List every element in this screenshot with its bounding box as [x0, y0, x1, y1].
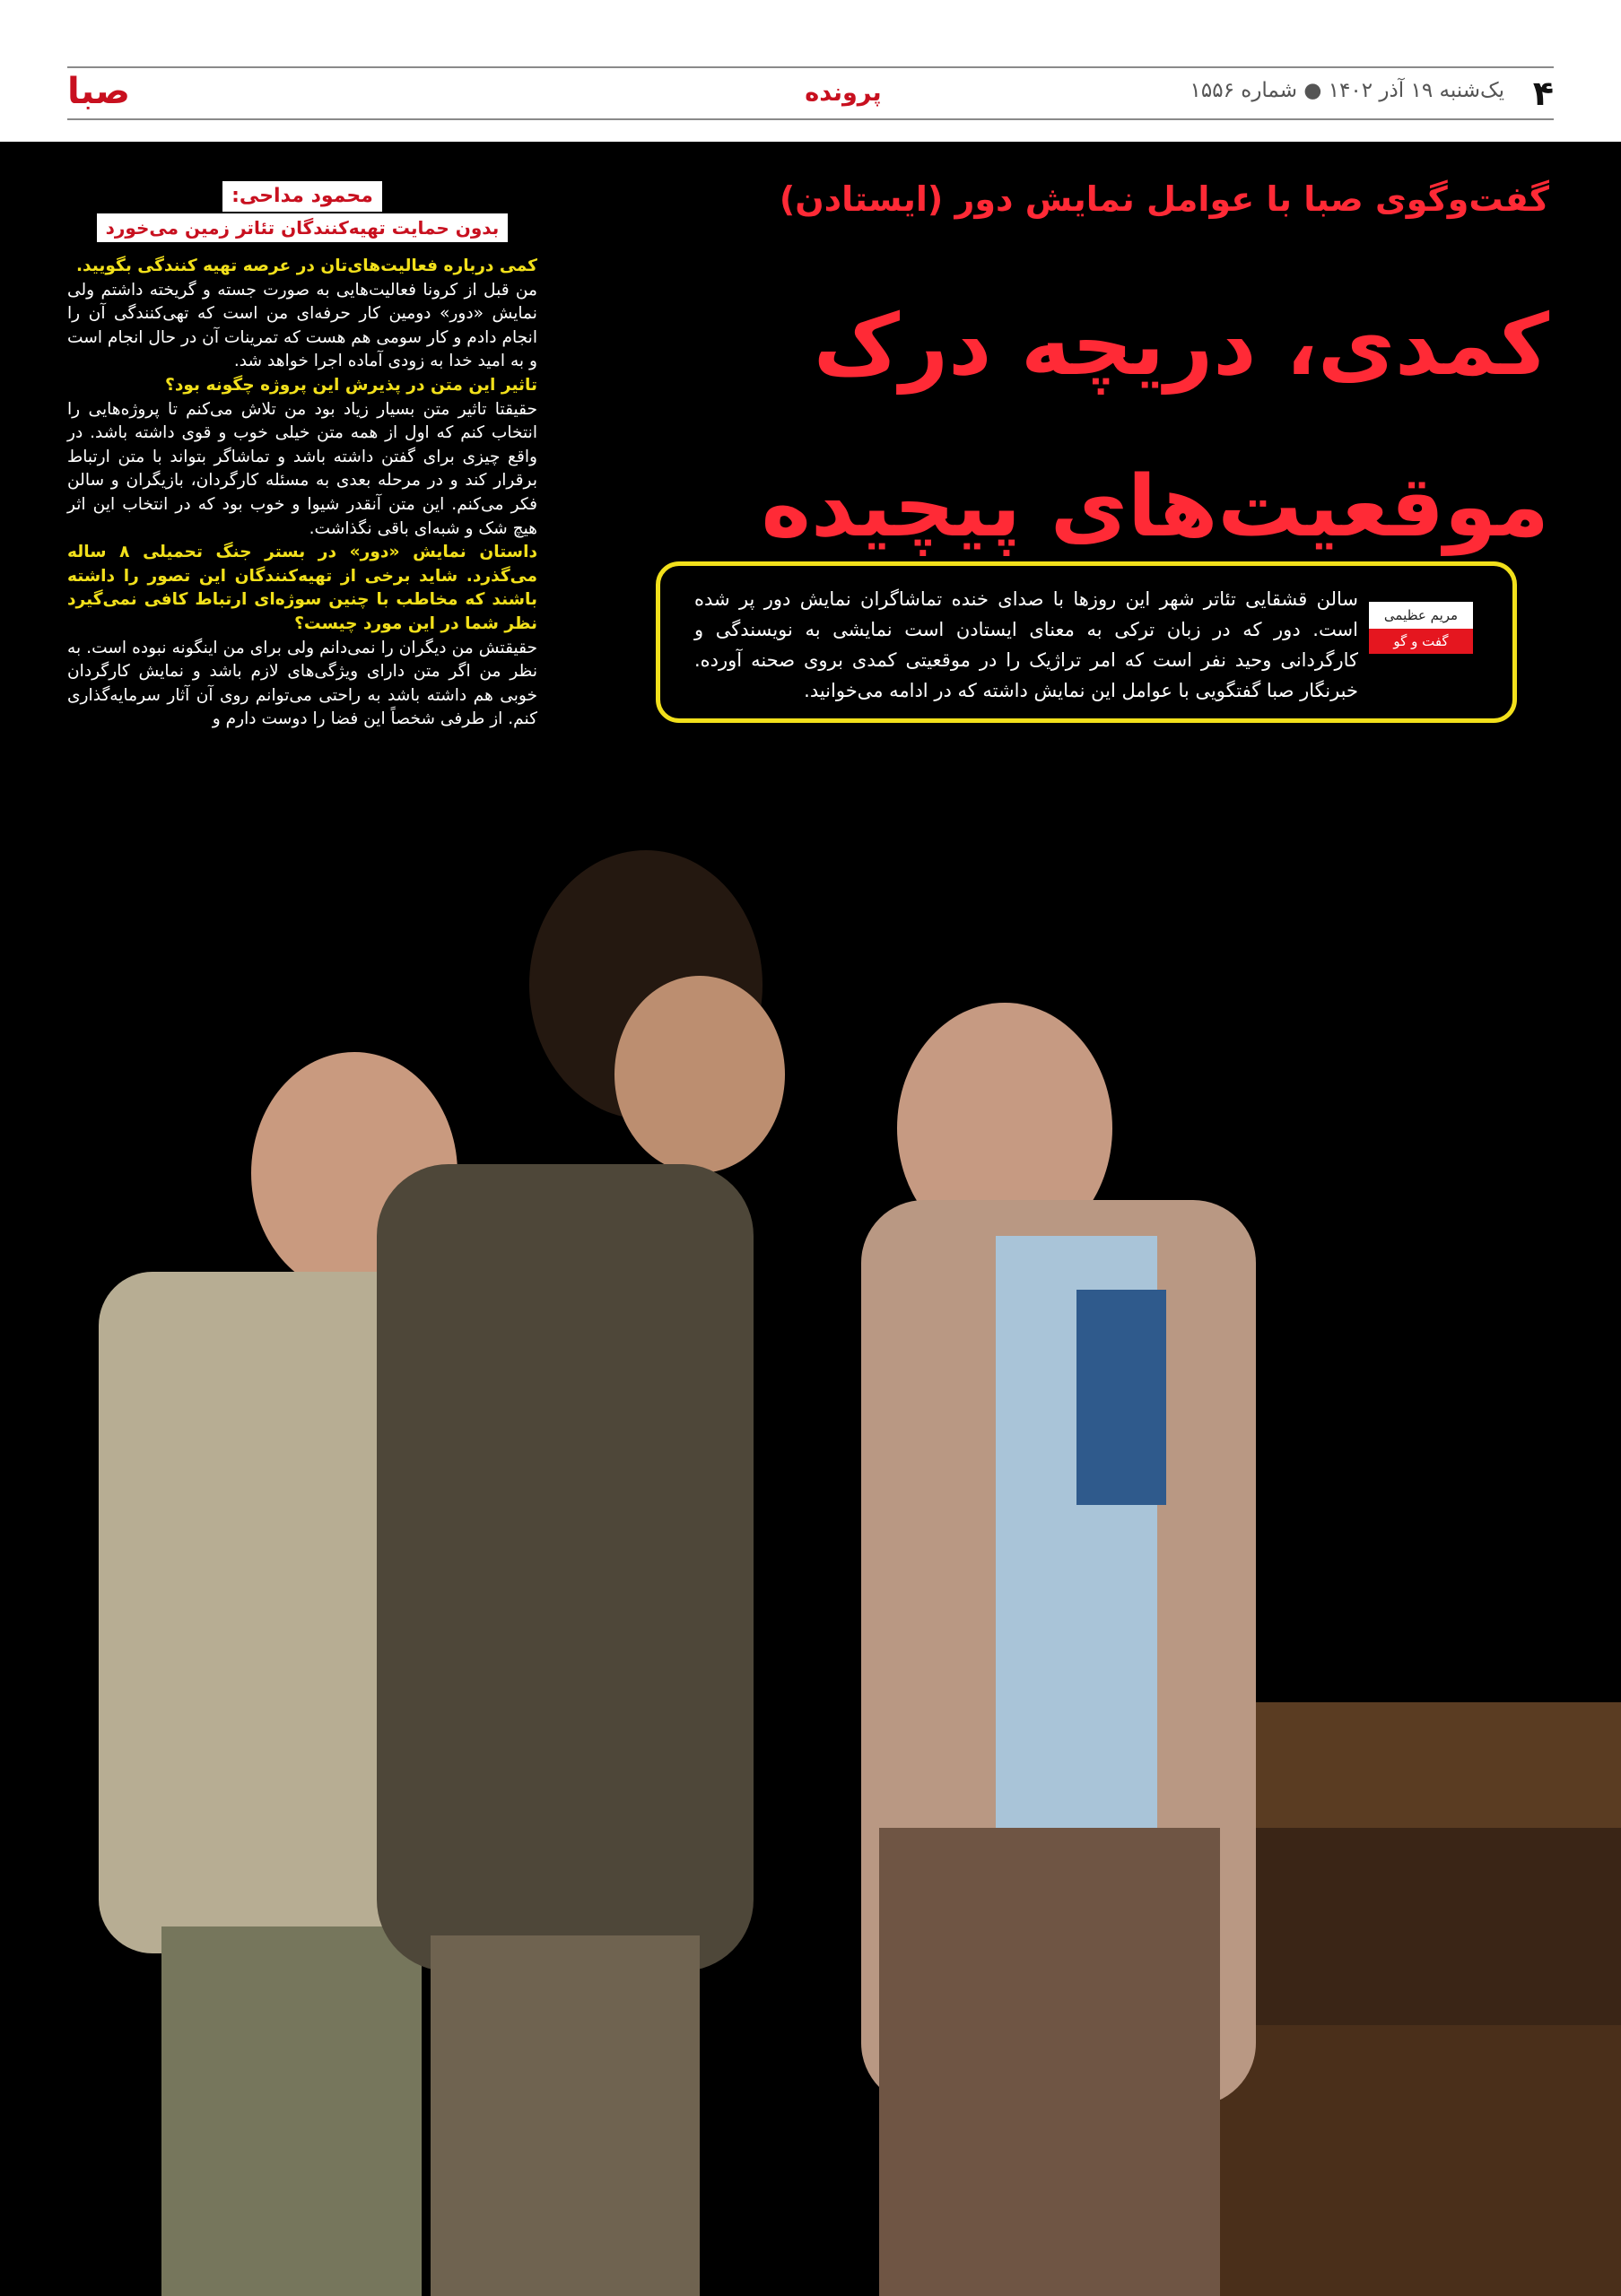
question-2: تاثیر این متن در پذیرش این پروژه چگونه بود؟ — [165, 375, 537, 395]
byline-name: مریم عظیمی — [1369, 602, 1473, 629]
headline-line-1: کمدی، دریچه درک — [813, 297, 1549, 395]
header-top-rule — [67, 66, 1554, 68]
interviewee-name: محمود مداحی: — [222, 181, 382, 212]
interview-title: بدون حمایت تهیه‌کنندگان تئاتر زمین می‌خورد — [97, 213, 509, 242]
logo: صبا — [67, 71, 130, 112]
interview-body — [67, 255, 537, 732]
answer-3: حقیقتش من دیگران را نمی‌دانم ولی برای من اینگونه نبوده است. به نظر من اگر متن دارای ویژگی‌های لازم باشد و نمایش کارگردان خوبی هم داشته باشد به راحتی می‌توانم روی آن آثار سرمایه‌گذاری کنم. از طرفی شخصاً این فضا را دوست دارم و — [67, 638, 537, 729]
main-panel — [0, 142, 1621, 2296]
headline-line-2: موقعیت‌های پیچیده — [761, 458, 1549, 556]
lead-box — [656, 561, 1517, 723]
issue-info: یک‌شنبه ۱۹ آذر ۱۴۰۲ ● شماره ۱۵۵۶ — [1190, 79, 1504, 102]
section-label: پرونده — [805, 79, 882, 107]
interview-column — [67, 181, 537, 732]
question-3: داستان نمایش «دور» در بستر جنگ تحمیلی ۸ ساله می‌گذرد. شاید برخی از تهیه‌کنندگان این تصور را داشته باشند که مخاطب با چنین سوژه‌ای ارتباط کافی نمی‌گیرد نظر شما در این مورد چیست؟ — [67, 543, 537, 633]
stage-photo — [72, 734, 1621, 2296]
question-1: کمی درباره فعالیت‌های‌تان در عرصه تهیه کنندگی بگویید. — [75, 257, 537, 275]
article-headline — [652, 265, 1549, 588]
header-bottom-rule — [67, 118, 1554, 120]
page-number: ۴ — [1532, 74, 1554, 113]
byline — [1369, 602, 1473, 654]
lead-text: سالن قشقایی تئاتر شهر این روزها با صدای خنده تماشاگران نمایش دور پر شده است. دور که در زبان ترکی به معنای ایستادن است نمایشی به نویسندگی و کارگردانی وحید نفر است که امر تراژیک را در موقعیتی کمدی بروی صحنه آورده. خبرنگار صبا گفتگویی با عوامل این نمایش داشته که در ادامه می‌خوانید. — [694, 588, 1358, 701]
answer-2: حقیقتا تاثیر متن بسیار زیاد بود من تلاش می‌کنم تا پروژه‌هایی را انتخاب کنم که اول از همه متن خیلی خوب و قوی داشته باشد. در واقع چیزی برای گفتن داشته باشد و تماشاگر بتواند با متن ارتباط برقرار کند و در مرحله بعدی به مسئله کارگردان، بازیگران و سالن فکر می‌کنم. این متن آنقدر شیوا و خوب بود که در انتخاب این اثر هیچ شک و شبه‌ای باقی نگذاشت. — [67, 399, 537, 538]
article-kicker: گفت‌وگوی صبا با عوامل نمایش دور (ایستادن) — [779, 179, 1549, 219]
interview-heading — [67, 181, 537, 242]
answer-1: من قبل از کرونا فعالیت‌هایی به صورت جسته و گریخته داشتم ولی نمایش «دور» دومین کار حرفه‌ای من است که تهی‌کنندگی آن را انجام دادم و کار سومی هم هست که تمرینات آن در حال انجام است و به امید خدا به زودی آماده اجرا خواهد شد. — [67, 280, 537, 371]
byline-tag: گفت و گو — [1369, 629, 1473, 654]
